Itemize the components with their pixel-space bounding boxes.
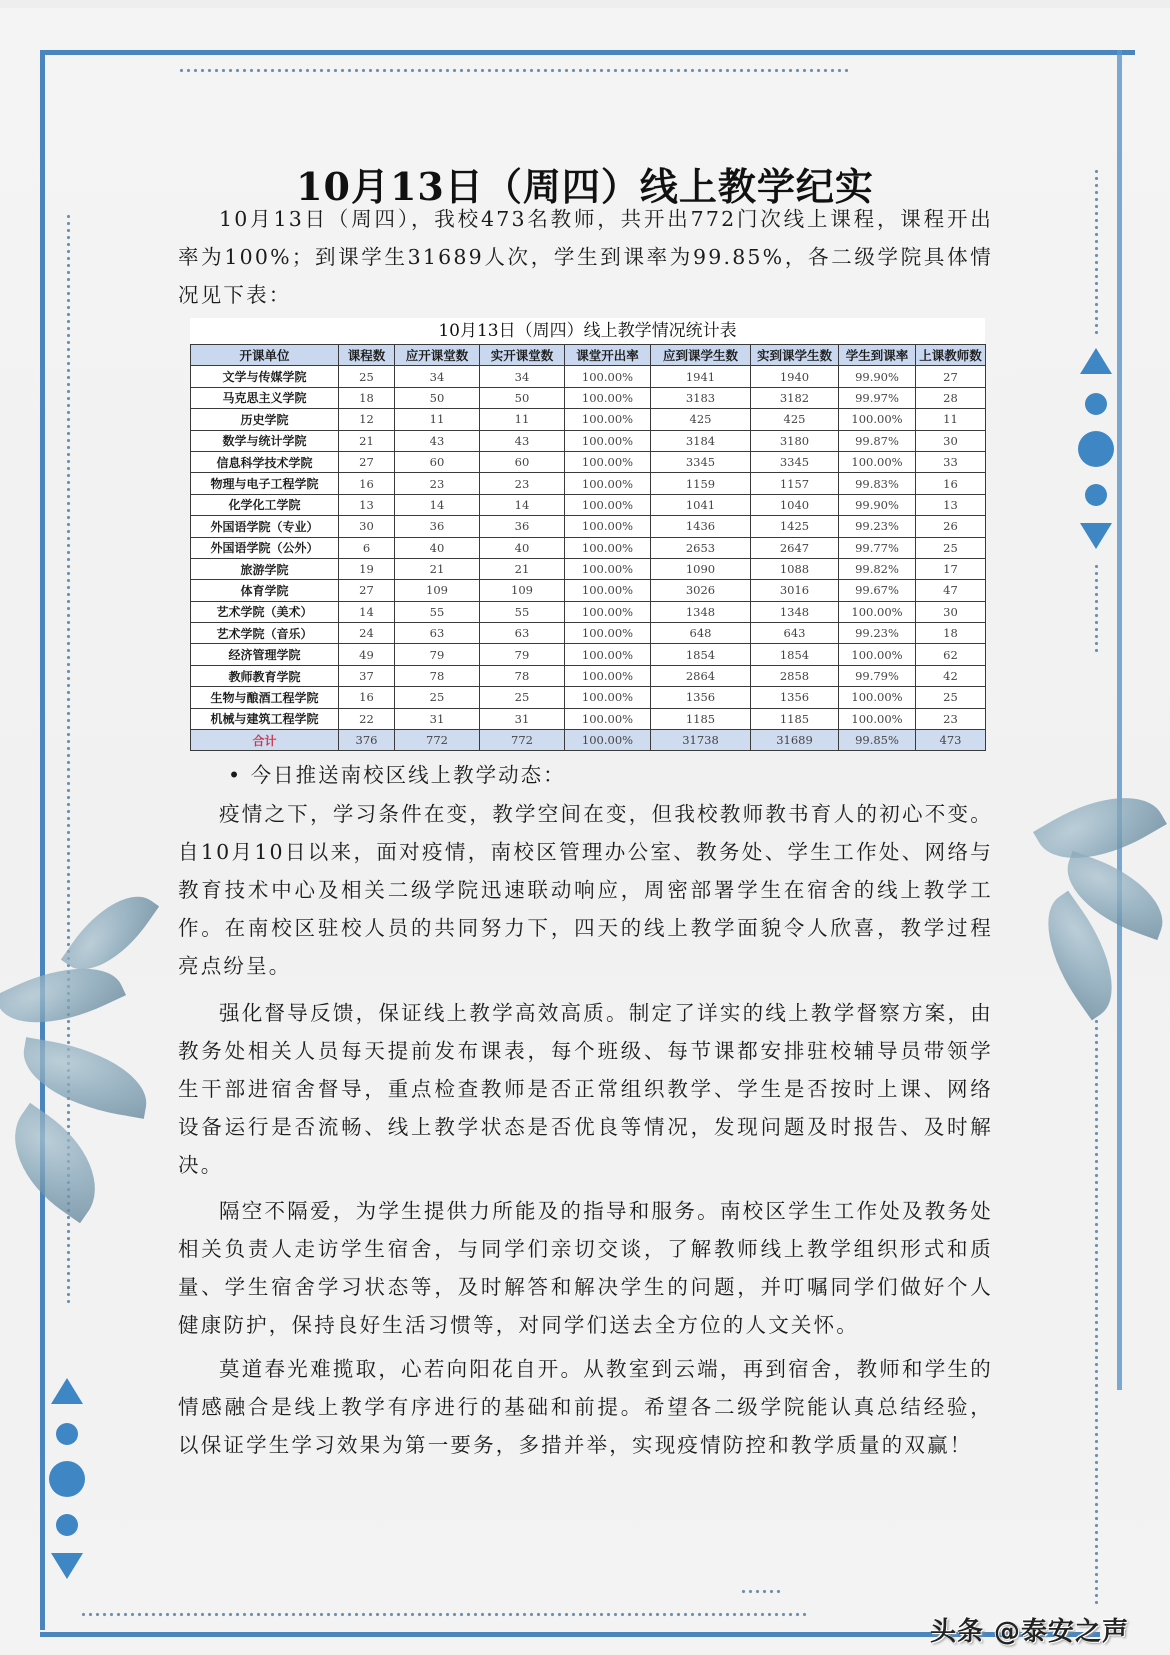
cell-actual-students: 1854 bbox=[751, 644, 839, 665]
cell-teachers: 23 bbox=[916, 708, 986, 729]
cell-teachers: 47 bbox=[916, 580, 986, 601]
cell-actual-classes: 23 bbox=[480, 473, 565, 494]
cell-attendance-rate: 100.00% bbox=[839, 409, 916, 430]
statistics-grid bbox=[190, 344, 986, 751]
cell-planned-classes: 31 bbox=[395, 708, 480, 729]
cell-attendance-rate: 99.83% bbox=[839, 473, 916, 494]
cell-expected-students: 1436 bbox=[651, 516, 751, 537]
cell-class-rate: 100.00% bbox=[565, 516, 651, 537]
source-watermark: 头条 @泰安之声 bbox=[930, 1617, 1130, 1647]
cell-expected-students: 1090 bbox=[651, 558, 751, 579]
cell-class-rate: 100.00% bbox=[565, 601, 651, 622]
table-row bbox=[191, 687, 986, 708]
cell-class-rate: 100.00% bbox=[565, 451, 651, 472]
circle-small-icon bbox=[1085, 393, 1107, 415]
cell-attendance-rate: 99.97% bbox=[839, 387, 916, 408]
table-total-row bbox=[191, 730, 986, 751]
triangle-down-icon bbox=[51, 1553, 83, 1579]
table-row bbox=[191, 494, 986, 515]
leaf-decoration bbox=[0, 1103, 120, 1223]
header-teachers: 上课教师数 bbox=[916, 345, 986, 366]
cell-actual-students: 1356 bbox=[751, 687, 839, 708]
cell-unit: 外国语学院（公外） bbox=[191, 537, 339, 558]
cell-planned-classes: 11 bbox=[395, 409, 480, 430]
header-attendance-rate: 学生到课率 bbox=[839, 345, 916, 366]
table-header-row bbox=[191, 345, 986, 366]
triangle-up-icon bbox=[1080, 348, 1112, 374]
cell-class-rate: 100.00% bbox=[565, 687, 651, 708]
cell-courses: 25 bbox=[339, 366, 395, 387]
triangle-down-icon bbox=[1080, 523, 1112, 549]
cell-teachers: 30 bbox=[916, 601, 986, 622]
cell-class-rate: 100.00% bbox=[565, 580, 651, 601]
cell-unit: 文学与传媒学院 bbox=[191, 366, 339, 387]
cell-unit: 艺术学院（美术） bbox=[191, 601, 339, 622]
table-row bbox=[191, 366, 986, 387]
cell-courses: 6 bbox=[339, 537, 395, 558]
cell-class-rate: 100.00% bbox=[565, 558, 651, 579]
cell-attendance-rate: 100.00% bbox=[839, 708, 916, 729]
cell-teachers: 42 bbox=[916, 665, 986, 686]
cell-planned-classes: 50 bbox=[395, 387, 480, 408]
cell-actual-students: 1940 bbox=[751, 366, 839, 387]
cell-unit: 物理与电子工程学院 bbox=[191, 473, 339, 494]
body-paragraph-2: 强化督导反馈，保证线上教学高效高质。制定了详实的线上教学督察方案，由教务处相关人员每天提前发布课表，每个班级、每节课都安排驻校辅导员带领学生干部进宿舍督导，重点检查教师是否正常组织教学、学生是否按时上课、网络设备运行是否流畅、线上教学状态是否优良等情况，发现问题及时报告、及时解决。 bbox=[178, 1001, 993, 1177]
table-row bbox=[191, 558, 986, 579]
intro-paragraph: 10月13日（周四），我校473名教师，共开出772门次线上课程，课程开出率为100%；到课学生31689人次，学生到课率为99.85%，各二级学院具体情况见下表： bbox=[178, 207, 993, 307]
cell-actual-classes: 40 bbox=[480, 537, 565, 558]
cell-unit: 历史学院 bbox=[191, 409, 339, 430]
cell-expected-students: 2864 bbox=[651, 665, 751, 686]
cell-planned-classes: 63 bbox=[395, 623, 480, 644]
cell-unit: 旅游学院 bbox=[191, 558, 339, 579]
cell-planned-classes: 43 bbox=[395, 430, 480, 451]
cell-courses: 30 bbox=[339, 516, 395, 537]
cell-planned-classes: 109 bbox=[395, 580, 480, 601]
header-actual-classes: 实开课堂数 bbox=[480, 345, 565, 366]
body-paragraph-1: 疫情之下，学习条件在变，教学空间在变，但我校教师教书育人的初心不变。自10月10日以来，面对疫情，南校区管理办公室、教务处、学生工作处、网络与教育技术中心及相关二级学院迅速联动响应，周密部署学生在宿舍的线上教学工作。在南校区驻校人员的共同努力下，四天的线上教学面貌令人欣喜，教学过程亮点纷呈。 bbox=[178, 802, 993, 978]
cell-planned-classes: 14 bbox=[395, 494, 480, 515]
cell-teachers: 28 bbox=[916, 387, 986, 408]
cell-class-rate: 100.00% bbox=[565, 473, 651, 494]
cell-actual-classes: 36 bbox=[480, 516, 565, 537]
cell-class-rate: 100.00% bbox=[565, 387, 651, 408]
cell-attendance-rate: 99.79% bbox=[839, 665, 916, 686]
cell-actual-classes: 31 bbox=[480, 708, 565, 729]
frame-left-border bbox=[40, 50, 45, 1630]
dotted-line-bottom-short bbox=[740, 1589, 780, 1594]
cell-attendance-rate: 100.00% bbox=[839, 687, 916, 708]
table-row bbox=[191, 623, 986, 644]
cell-expected-students: 425 bbox=[651, 409, 751, 430]
table-row bbox=[191, 473, 986, 494]
cell-planned-classes: 78 bbox=[395, 665, 480, 686]
cell-class-rate: 100.00% bbox=[565, 366, 651, 387]
cell-unit: 艺术学院（音乐） bbox=[191, 623, 339, 644]
table-row bbox=[191, 537, 986, 558]
cell-unit: 马克思主义学院 bbox=[191, 387, 339, 408]
cell-class-rate: 100.00% bbox=[565, 644, 651, 665]
table-row bbox=[191, 601, 986, 622]
cell-courses: 18 bbox=[339, 387, 395, 408]
table-row bbox=[191, 430, 986, 451]
total-teachers: 473 bbox=[916, 730, 986, 751]
cell-expected-students: 3345 bbox=[651, 451, 751, 472]
header-unit: 开课单位 bbox=[191, 345, 339, 366]
cell-expected-students: 1356 bbox=[651, 687, 751, 708]
table-row bbox=[191, 451, 986, 472]
cell-actual-students: 1088 bbox=[751, 558, 839, 579]
cell-courses: 19 bbox=[339, 558, 395, 579]
cell-class-rate: 100.00% bbox=[565, 665, 651, 686]
cell-expected-students: 3183 bbox=[651, 387, 751, 408]
cell-expected-students: 3184 bbox=[651, 430, 751, 451]
cell-actual-classes: 34 bbox=[480, 366, 565, 387]
cell-teachers: 27 bbox=[916, 366, 986, 387]
cell-actual-classes: 79 bbox=[480, 644, 565, 665]
cell-actual-classes: 109 bbox=[480, 580, 565, 601]
cell-unit: 化学化工学院 bbox=[191, 494, 339, 515]
cell-actual-classes: 55 bbox=[480, 601, 565, 622]
cell-unit: 经济管理学院 bbox=[191, 644, 339, 665]
cell-teachers: 25 bbox=[916, 537, 986, 558]
cell-actual-students: 1425 bbox=[751, 516, 839, 537]
cell-teachers: 13 bbox=[916, 494, 986, 515]
cell-planned-classes: 21 bbox=[395, 558, 480, 579]
cell-actual-students: 3182 bbox=[751, 387, 839, 408]
cell-actual-students: 3345 bbox=[751, 451, 839, 472]
header-class-rate: 课堂开出率 bbox=[565, 345, 651, 366]
cell-attendance-rate: 100.00% bbox=[839, 601, 916, 622]
cell-actual-students: 3016 bbox=[751, 580, 839, 601]
cell-actual-students: 643 bbox=[751, 623, 839, 644]
cell-planned-classes: 36 bbox=[395, 516, 480, 537]
circle-large-icon bbox=[49, 1461, 85, 1497]
cell-expected-students: 3026 bbox=[651, 580, 751, 601]
cell-unit: 体育学院 bbox=[191, 580, 339, 601]
table-row bbox=[191, 644, 986, 665]
header-courses: 课程数 bbox=[339, 345, 395, 366]
cell-expected-students: 648 bbox=[651, 623, 751, 644]
header-expected-students: 应到课学生数 bbox=[651, 345, 751, 366]
cell-class-rate: 100.00% bbox=[565, 708, 651, 729]
cell-class-rate: 100.00% bbox=[565, 494, 651, 515]
cell-teachers: 33 bbox=[916, 451, 986, 472]
cell-actual-classes: 11 bbox=[480, 409, 565, 430]
cell-actual-classes: 14 bbox=[480, 494, 565, 515]
table-row bbox=[191, 409, 986, 430]
cell-actual-students: 1185 bbox=[751, 708, 839, 729]
circle-large-icon bbox=[1078, 431, 1114, 467]
cell-courses: 13 bbox=[339, 494, 395, 515]
cell-attendance-rate: 99.90% bbox=[839, 366, 916, 387]
cell-teachers: 17 bbox=[916, 558, 986, 579]
cell-courses: 12 bbox=[339, 409, 395, 430]
cell-courses: 14 bbox=[339, 601, 395, 622]
cell-unit: 教师教育学院 bbox=[191, 665, 339, 686]
cell-attendance-rate: 99.82% bbox=[839, 558, 916, 579]
cell-attendance-rate: 99.77% bbox=[839, 537, 916, 558]
dotted-line-right-bottom bbox=[1094, 1018, 1099, 1608]
table-row bbox=[191, 708, 986, 729]
cell-actual-students: 3180 bbox=[751, 430, 839, 451]
cell-planned-classes: 34 bbox=[395, 366, 480, 387]
cell-attendance-rate: 99.23% bbox=[839, 516, 916, 537]
cell-attendance-rate: 99.87% bbox=[839, 430, 916, 451]
cell-planned-classes: 79 bbox=[395, 644, 480, 665]
cell-expected-students: 1348 bbox=[651, 601, 751, 622]
cell-planned-classes: 40 bbox=[395, 537, 480, 558]
cell-actual-students: 425 bbox=[751, 409, 839, 430]
cell-attendance-rate: 99.23% bbox=[839, 623, 916, 644]
frame-right-border bbox=[1117, 50, 1122, 1390]
cell-courses: 27 bbox=[339, 580, 395, 601]
header-actual-students: 实到课学生数 bbox=[751, 345, 839, 366]
table-row bbox=[191, 387, 986, 408]
cell-courses: 49 bbox=[339, 644, 395, 665]
cell-planned-classes: 25 bbox=[395, 687, 480, 708]
body-paragraph-4: 莫道春光难揽取，心若向阳花自开。从教室到云端，再到宿舍，教师和学生的情感融合是线上教学有序进行的基础和前提。希望各二级学院能认真总结经验，以保证学生学习效果为第一要务，多措并举，实现疫情防控和教学质量的双赢！ bbox=[178, 1357, 993, 1457]
cell-teachers: 26 bbox=[916, 516, 986, 537]
total-unit: 合计 bbox=[191, 730, 339, 751]
cell-courses: 24 bbox=[339, 623, 395, 644]
cell-actual-classes: 63 bbox=[480, 623, 565, 644]
cell-planned-classes: 23 bbox=[395, 473, 480, 494]
cell-actual-students: 2647 bbox=[751, 537, 839, 558]
cell-courses: 37 bbox=[339, 665, 395, 686]
table-row bbox=[191, 516, 986, 537]
cell-expected-students: 1941 bbox=[651, 366, 751, 387]
cell-teachers: 62 bbox=[916, 644, 986, 665]
table-row bbox=[191, 580, 986, 601]
cell-unit: 外国语学院（专业） bbox=[191, 516, 339, 537]
total-courses: 376 bbox=[339, 730, 395, 751]
total-class-rate: 100.00% bbox=[565, 730, 651, 751]
cell-actual-classes: 25 bbox=[480, 687, 565, 708]
cell-courses: 22 bbox=[339, 708, 395, 729]
cell-actual-students: 1348 bbox=[751, 601, 839, 622]
dotted-line-bottom bbox=[80, 1612, 810, 1617]
total-actual-students: 31689 bbox=[751, 730, 839, 751]
cell-unit: 信息科学技术学院 bbox=[191, 451, 339, 472]
cell-teachers: 11 bbox=[916, 409, 986, 430]
cell-expected-students: 1185 bbox=[651, 708, 751, 729]
cell-attendance-rate: 100.00% bbox=[839, 451, 916, 472]
cell-actual-students: 1040 bbox=[751, 494, 839, 515]
dotted-line-top bbox=[178, 68, 848, 73]
cell-unit: 机械与建筑工程学院 bbox=[191, 708, 339, 729]
cell-actual-students: 1157 bbox=[751, 473, 839, 494]
circle-small-icon bbox=[56, 1514, 78, 1536]
cell-planned-classes: 60 bbox=[395, 451, 480, 472]
cell-attendance-rate: 99.67% bbox=[839, 580, 916, 601]
dotted-line-right-mid bbox=[1094, 563, 1099, 653]
cell-courses: 16 bbox=[339, 473, 395, 494]
circle-small-icon bbox=[56, 1423, 78, 1445]
table-row bbox=[191, 665, 986, 686]
cell-expected-students: 1854 bbox=[651, 644, 751, 665]
total-attendance-rate: 99.85% bbox=[839, 730, 916, 751]
frame-top-border bbox=[40, 50, 1135, 55]
cell-class-rate: 100.00% bbox=[565, 409, 651, 430]
total-actual-classes: 772 bbox=[480, 730, 565, 751]
circle-small-icon bbox=[1085, 484, 1107, 506]
cell-class-rate: 100.00% bbox=[565, 430, 651, 451]
cell-teachers: 18 bbox=[916, 623, 986, 644]
cell-courses: 27 bbox=[339, 451, 395, 472]
body-paragraph-3: 隔空不隔爱，为学生提供力所能及的指导和服务。南校区学生工作处及教务处相关负责人走访学生宿舍，与同学们亲切交谈，了解教师线上教学组织形式和质量、学生宿舍学习状态等，及时解答和解决学生的问题，并叮嘱同学们做好个人健康防护，保持良好生活习惯等，对同学们送去全方位的人文关怀。 bbox=[178, 1199, 993, 1337]
cell-teachers: 25 bbox=[916, 687, 986, 708]
cell-courses: 16 bbox=[339, 687, 395, 708]
cell-attendance-rate: 99.90% bbox=[839, 494, 916, 515]
cell-teachers: 16 bbox=[916, 473, 986, 494]
document-title: 10月13日（周四）线上教学纪实 bbox=[296, 164, 874, 209]
table-title: 10月13日（周四）线上教学情况统计表 bbox=[438, 321, 737, 341]
cell-planned-classes: 55 bbox=[395, 601, 480, 622]
cell-actual-classes: 78 bbox=[480, 665, 565, 686]
cell-expected-students: 2653 bbox=[651, 537, 751, 558]
cell-actual-classes: 60 bbox=[480, 451, 565, 472]
cell-actual-classes: 50 bbox=[480, 387, 565, 408]
cell-actual-classes: 43 bbox=[480, 430, 565, 451]
cell-teachers: 30 bbox=[916, 430, 986, 451]
header-planned-classes: 应开课堂数 bbox=[395, 345, 480, 366]
total-planned-classes: 772 bbox=[395, 730, 480, 751]
cell-attendance-rate: 100.00% bbox=[839, 644, 916, 665]
cell-unit: 生物与酿酒工程学院 bbox=[191, 687, 339, 708]
total-expected-students: 31738 bbox=[651, 730, 751, 751]
document-page bbox=[0, 8, 1170, 1655]
cell-class-rate: 100.00% bbox=[565, 537, 651, 558]
section-heading: • 今日推送南校区线上教学动态： bbox=[228, 763, 566, 787]
cell-expected-students: 1159 bbox=[651, 473, 751, 494]
cell-actual-classes: 21 bbox=[480, 558, 565, 579]
cell-expected-students: 1041 bbox=[651, 494, 751, 515]
cell-actual-students: 2858 bbox=[751, 665, 839, 686]
cell-class-rate: 100.00% bbox=[565, 623, 651, 644]
cell-unit: 数学与统计学院 bbox=[191, 430, 339, 451]
triangle-up-icon bbox=[51, 1378, 83, 1404]
statistics-table bbox=[190, 318, 985, 751]
cell-courses: 21 bbox=[339, 430, 395, 451]
